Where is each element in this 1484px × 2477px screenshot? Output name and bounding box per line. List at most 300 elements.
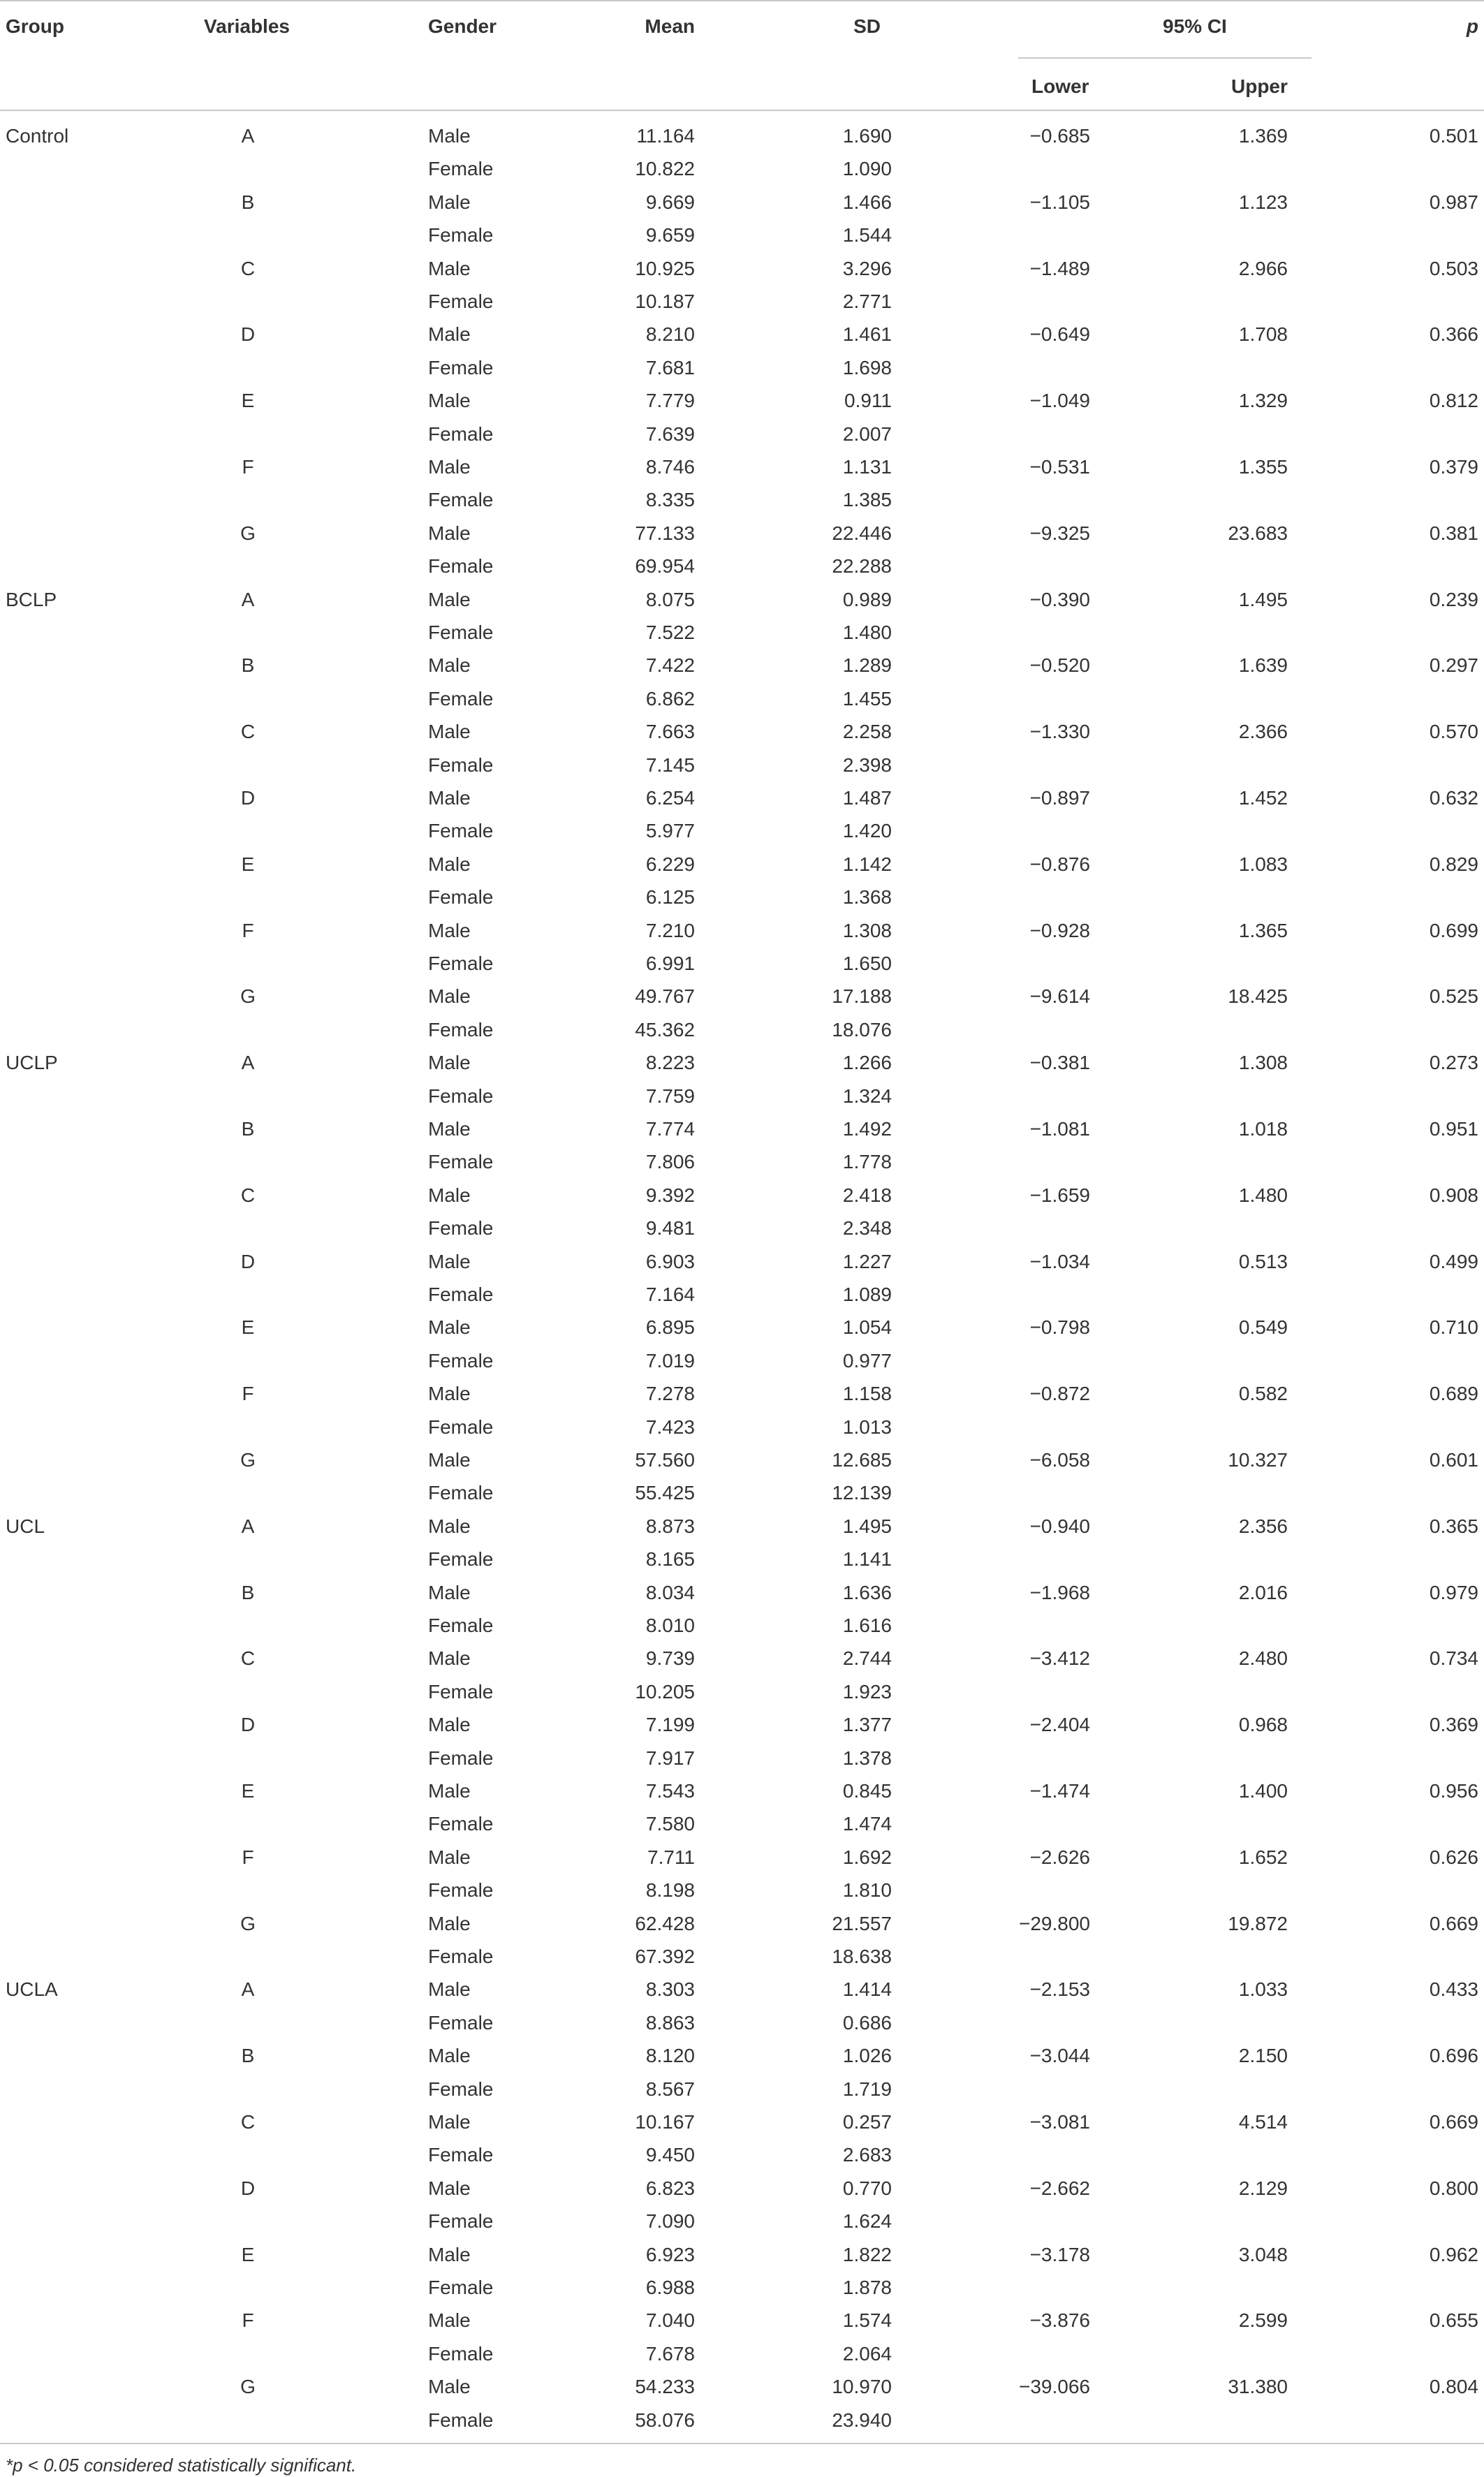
cell-gender: Female xyxy=(428,2078,494,2100)
cell-mean: 6.988 xyxy=(645,2277,695,2298)
table-row xyxy=(0,1742,1484,1774)
table-row xyxy=(0,384,1484,417)
cell-gender: Male xyxy=(428,456,471,478)
table-row xyxy=(0,2006,1484,2039)
cell-sd: 0.257 xyxy=(842,2111,892,2133)
cell-gender: Male xyxy=(428,323,471,346)
cell-gender: Female xyxy=(428,2409,494,2431)
cell-mean: 7.663 xyxy=(645,721,695,743)
table-row xyxy=(0,450,1484,483)
table-row xyxy=(0,2073,1484,2105)
cell-sd: 1.474 xyxy=(842,1813,892,1835)
table-row xyxy=(0,781,1484,814)
cell-ci-lower: −29.800 xyxy=(1019,1912,1090,1934)
cell-mean: 9.669 xyxy=(645,191,695,213)
cell-p: 0.379 xyxy=(1429,456,1478,478)
cell-p: 0.979 xyxy=(1429,1581,1478,1603)
cell-sd: 1.624 xyxy=(842,2210,892,2233)
cell-p: 0.962 xyxy=(1429,2243,1478,2265)
cell-variable-text: C xyxy=(240,2111,256,2133)
cell-p: 0.734 xyxy=(1429,1647,1478,1670)
cell-gender: Male xyxy=(428,522,471,544)
table-row xyxy=(0,616,1484,649)
table-row xyxy=(0,1609,1484,1642)
cell-sd: 0.911 xyxy=(844,390,892,412)
cell-mean: 7.199 xyxy=(645,1714,695,1736)
cell-gender: Female xyxy=(428,1813,494,1835)
table-row xyxy=(0,2238,1484,2271)
cell-gender: Male xyxy=(428,1316,471,1339)
cell-gender: Male xyxy=(428,853,471,875)
cell-variable-text: G xyxy=(240,522,256,544)
cell-ci-lower: −9.325 xyxy=(1029,522,1090,544)
cell-ci-lower: −1.330 xyxy=(1029,721,1090,743)
cell-ci-upper: 19.872 xyxy=(1228,1912,1288,1934)
cell-variable-text: B xyxy=(241,1118,255,1140)
cell-ci-upper: 1.083 xyxy=(1238,853,1288,875)
cell-ci-lower: −0.531 xyxy=(1029,456,1090,478)
cell-mean: 49.767 xyxy=(635,985,695,1008)
cell-variable-text: B xyxy=(241,1581,255,1603)
cell-mean: 9.481 xyxy=(645,1217,695,1240)
cell-group: UCL xyxy=(6,1515,45,1537)
cell-gender: Male xyxy=(428,2243,471,2265)
cell-p: 0.297 xyxy=(1429,654,1478,677)
cell-ci-lower: −9.614 xyxy=(1029,985,1090,1008)
cell-ci-lower: −0.876 xyxy=(1029,853,1090,875)
cell-gender: Female xyxy=(428,291,494,312)
cell-ci-lower: −3.876 xyxy=(1029,2309,1090,2332)
cell-p: 0.499 xyxy=(1429,1250,1478,1272)
cell-mean: 7.806 xyxy=(645,1151,695,1173)
cell-ci-lower: −1.105 xyxy=(1029,191,1090,213)
cell-gender: Male xyxy=(428,1250,471,1272)
cell-sd: 18.076 xyxy=(832,1018,892,1041)
cell-gender: Female xyxy=(428,2210,494,2233)
cell-p: 0.239 xyxy=(1429,588,1478,610)
cell-ci-upper: 1.018 xyxy=(1238,1118,1288,1140)
cell-gender: Female xyxy=(428,1747,494,1769)
cell-ci-upper: 2.129 xyxy=(1238,2177,1288,2199)
cell-ci-upper: 1.365 xyxy=(1238,919,1288,941)
cell-mean: 6.229 xyxy=(645,853,695,875)
cell-gender: Male xyxy=(428,1184,471,1206)
table-row xyxy=(0,1311,1484,1344)
cell-variable-text: C xyxy=(240,721,256,743)
cell-ci-lower: −1.968 xyxy=(1029,1581,1090,1603)
cell-variable-text: A xyxy=(241,1515,255,1537)
cell-mean: 6.923 xyxy=(645,2243,695,2265)
cell-p: 0.699 xyxy=(1429,919,1478,941)
cell-p: 0.812 xyxy=(1429,390,1478,412)
cell-gender: Female xyxy=(428,2342,494,2365)
table-row xyxy=(0,2370,1484,2403)
cell-mean: 8.567 xyxy=(645,2078,695,2100)
cell-gender: Male xyxy=(428,1647,471,1670)
cell-mean: 7.145 xyxy=(645,754,695,776)
cell-ci-upper: 1.652 xyxy=(1238,1846,1288,1868)
cell-group: BCLP xyxy=(6,588,57,610)
cell-gender: Male xyxy=(428,654,471,677)
cell-mean: 10.187 xyxy=(635,291,695,312)
cell-gender: Female xyxy=(428,820,494,842)
cell-p: 0.987 xyxy=(1429,191,1478,213)
cell-gender: Male xyxy=(428,1581,471,1603)
cell-ci-lower: −39.066 xyxy=(1019,2376,1090,2398)
cell-sd: 1.455 xyxy=(842,687,892,710)
cell-p: 0.601 xyxy=(1429,1449,1478,1471)
cell-ci-upper: 1.480 xyxy=(1238,1184,1288,1206)
header-ci: 95% CI xyxy=(1163,15,1227,37)
cell-sd: 23.940 xyxy=(832,2409,892,2431)
table-row xyxy=(0,1112,1484,1145)
table-row xyxy=(0,550,1484,582)
cell-variable-text: G xyxy=(240,1912,256,1934)
table-row xyxy=(0,1245,1484,1278)
table-row xyxy=(0,1443,1484,1476)
cell-gender: Female xyxy=(428,754,494,776)
cell-gender: Male xyxy=(428,1052,471,1074)
cell-sd: 0.989 xyxy=(842,588,892,610)
cell-mean: 7.774 xyxy=(645,1118,695,1140)
cell-sd: 1.822 xyxy=(842,2243,892,2265)
cell-sd: 2.007 xyxy=(842,422,892,445)
cell-gender: Female xyxy=(428,2144,494,2166)
cell-ci-lower: −3.044 xyxy=(1029,2045,1090,2067)
cell-ci-upper: 2.599 xyxy=(1238,2309,1288,2332)
cell-sd: 1.878 xyxy=(842,2277,892,2298)
cell-p: 0.369 xyxy=(1429,1714,1478,1736)
cell-ci-lower: −0.520 xyxy=(1029,654,1090,677)
cell-ci-lower: −0.649 xyxy=(1029,323,1090,346)
cell-gender: Female xyxy=(428,622,494,643)
cell-sd: 21.557 xyxy=(832,1912,892,1934)
cell-gender: Female xyxy=(428,158,494,180)
cell-variable-text: B xyxy=(241,191,255,213)
cell-variable-text: A xyxy=(241,1052,255,1074)
cell-mean: 8.335 xyxy=(645,489,695,511)
cell-sd: 2.683 xyxy=(842,2144,892,2166)
cell-sd: 1.466 xyxy=(842,191,892,213)
cell-p: 0.951 xyxy=(1429,1118,1478,1140)
cell-sd: 12.685 xyxy=(832,1449,892,1471)
cell-sd: 1.495 xyxy=(842,1515,892,1537)
cell-sd: 1.368 xyxy=(842,886,892,909)
cell-sd: 1.131 xyxy=(842,456,892,478)
cell-gender: Female xyxy=(428,687,494,710)
cell-mean: 7.423 xyxy=(645,1416,695,1438)
cell-sd: 1.778 xyxy=(842,1151,892,1173)
cell-mean: 8.210 xyxy=(645,323,695,346)
cell-sd: 2.348 xyxy=(842,1217,892,1240)
table-row xyxy=(0,1510,1484,1543)
cell-mean: 9.392 xyxy=(645,1184,695,1206)
cell-p: 0.501 xyxy=(1429,125,1478,147)
cell-ci-upper: 0.968 xyxy=(1238,1714,1288,1736)
header-ci-upper: Upper xyxy=(1231,75,1288,97)
table-row xyxy=(0,2304,1484,2337)
cell-mean: 10.167 xyxy=(635,2111,695,2133)
cell-ci-upper: 23.683 xyxy=(1228,522,1288,544)
cell-mean: 67.392 xyxy=(635,1946,695,1967)
cell-gender: Male xyxy=(428,1515,471,1537)
cell-gender: Female xyxy=(428,356,494,378)
cell-mean: 6.895 xyxy=(645,1316,695,1339)
cell-ci-lower: −1.659 xyxy=(1029,1184,1090,1206)
cell-sd: 1.227 xyxy=(842,1250,892,1272)
cell-mean: 7.711 xyxy=(647,1846,695,1868)
table-row xyxy=(0,2205,1484,2237)
cell-sd: 1.013 xyxy=(842,1416,892,1438)
cell-ci-upper: 2.366 xyxy=(1238,721,1288,743)
cell-p: 0.632 xyxy=(1429,787,1478,809)
cell-sd: 12.139 xyxy=(832,1482,892,1504)
cell-ci-upper: 10.327 xyxy=(1228,1449,1288,1471)
cell-gender: Male xyxy=(428,125,471,147)
cell-mean: 8.198 xyxy=(645,1879,695,1902)
cell-mean: 6.903 xyxy=(645,1250,695,1272)
cell-p: 0.689 xyxy=(1429,1383,1478,1405)
cell-ci-upper: 0.513 xyxy=(1238,1250,1288,1272)
cell-gender: Male xyxy=(428,1383,471,1405)
cell-ci-upper: 1.708 xyxy=(1238,323,1288,346)
table-row xyxy=(0,1807,1484,1840)
cell-mean: 10.925 xyxy=(635,257,695,279)
cell-variable-text: F xyxy=(242,919,254,941)
table-row xyxy=(0,2105,1484,2138)
cell-ci-lower: −2.662 xyxy=(1029,2177,1090,2199)
table-row xyxy=(0,980,1484,1013)
cell-gender: Male xyxy=(428,1118,471,1140)
table-row xyxy=(0,583,1484,616)
cell-mean: 7.422 xyxy=(645,654,695,677)
cell-sd: 22.288 xyxy=(832,555,892,578)
cell-ci-upper: 1.400 xyxy=(1238,1780,1288,1802)
cell-variable-text: F xyxy=(242,2309,254,2332)
cell-sd: 1.414 xyxy=(842,1978,892,2001)
cell-mean: 6.862 xyxy=(645,687,695,710)
table-row xyxy=(0,1013,1484,1046)
cell-sd: 22.446 xyxy=(832,522,892,544)
table-row xyxy=(0,1576,1484,1609)
cell-mean: 7.090 xyxy=(645,2210,695,2233)
cell-ci-upper: 1.123 xyxy=(1238,191,1288,213)
cell-gender: Female xyxy=(428,2011,494,2034)
cell-sd: 1.616 xyxy=(842,1615,892,1636)
cell-ci-lower: −0.897 xyxy=(1029,787,1090,809)
header-bottom-rule xyxy=(0,110,1484,111)
cell-ci-lower: −0.685 xyxy=(1029,125,1090,147)
cell-ci-upper: 1.033 xyxy=(1238,1978,1288,2001)
cell-gender: Male xyxy=(428,1912,471,1934)
header-variables: Variables xyxy=(204,15,290,37)
table-row xyxy=(0,1377,1484,1410)
cell-variable-text: C xyxy=(240,1647,256,1670)
cell-gender: Female xyxy=(428,422,494,445)
cell-sd: 0.686 xyxy=(842,2011,892,2034)
cell-sd: 1.461 xyxy=(842,323,892,346)
cell-variable-text: B xyxy=(241,654,255,677)
cell-mean: 7.917 xyxy=(645,1747,695,1769)
cell-ci-lower: −1.049 xyxy=(1029,390,1090,412)
cell-p: 0.366 xyxy=(1429,323,1478,346)
cell-sd: 0.977 xyxy=(842,1349,892,1372)
cell-ci-upper: 2.480 xyxy=(1238,1647,1288,1670)
cell-mean: 77.133 xyxy=(635,522,695,544)
cell-sd: 0.770 xyxy=(842,2177,892,2199)
table-row xyxy=(0,2404,1484,2436)
cell-variable-text: G xyxy=(240,985,256,1008)
cell-p: 0.804 xyxy=(1429,2376,1478,2398)
cell-gender: Female xyxy=(428,1151,494,1173)
cell-p: 0.626 xyxy=(1429,1846,1478,1868)
cell-sd: 1.487 xyxy=(842,787,892,809)
cell-ci-lower: −6.058 xyxy=(1029,1449,1090,1471)
cell-ci-upper: 2.150 xyxy=(1238,2045,1288,2067)
cell-sd: 1.090 xyxy=(842,158,892,180)
cell-p: 0.570 xyxy=(1429,721,1478,743)
cell-sd: 1.544 xyxy=(842,224,892,247)
cell-ci-lower: −1.034 xyxy=(1029,1250,1090,1272)
cell-variable-text: E xyxy=(241,1316,255,1339)
cell-ci-lower: −2.404 xyxy=(1029,1714,1090,1736)
cell-gender: Male xyxy=(428,257,471,279)
cell-sd: 1.492 xyxy=(842,1118,892,1140)
cell-mean: 8.746 xyxy=(645,456,695,478)
cell-gender: Female xyxy=(428,2277,494,2298)
cell-mean: 9.659 xyxy=(645,224,695,247)
cell-mean: 9.739 xyxy=(645,1647,695,1670)
header-mean: Mean xyxy=(645,15,695,37)
cell-p: 0.433 xyxy=(1429,1978,1478,2001)
cell-mean: 8.863 xyxy=(645,2011,695,2034)
cell-sd: 1.698 xyxy=(842,356,892,378)
cell-gender: Male xyxy=(428,919,471,941)
cell-sd: 1.385 xyxy=(842,489,892,511)
cell-gender: Female xyxy=(428,953,494,974)
cell-sd: 1.054 xyxy=(842,1316,892,1339)
header-group: Group xyxy=(6,15,64,37)
cell-ci-upper: 4.514 xyxy=(1238,2111,1288,2133)
cell-mean: 5.977 xyxy=(645,820,695,842)
cell-variable-text: D xyxy=(240,1714,256,1736)
cell-ci-lower: −2.153 xyxy=(1029,1978,1090,2001)
cell-mean: 7.779 xyxy=(645,390,695,412)
cell-gender: Male xyxy=(428,1780,471,1802)
cell-gender: Male xyxy=(428,390,471,412)
cell-gender: Male xyxy=(428,787,471,809)
cell-mean: 7.678 xyxy=(645,2342,695,2365)
cell-gender: Female xyxy=(428,1284,494,1305)
cell-variable-text: D xyxy=(240,2177,256,2199)
cell-gender: Female xyxy=(428,1946,494,1967)
table-row xyxy=(0,1411,1484,1443)
cell-ci-lower: −0.928 xyxy=(1029,919,1090,941)
cell-p: 0.273 xyxy=(1429,1052,1478,1074)
cell-gender: Male xyxy=(428,985,471,1008)
cell-mean: 8.034 xyxy=(645,1581,695,1603)
table-row xyxy=(0,2138,1484,2171)
cell-ci-lower: −0.798 xyxy=(1029,1316,1090,1339)
cell-mean: 7.210 xyxy=(645,919,695,941)
header-p: p xyxy=(1466,15,1478,37)
cell-sd: 1.266 xyxy=(842,1052,892,1074)
cell-mean: 6.254 xyxy=(645,787,695,809)
cell-sd: 1.574 xyxy=(842,2309,892,2332)
cell-ci-lower: −1.081 xyxy=(1029,1118,1090,1140)
cell-ci-upper: 1.355 xyxy=(1238,456,1288,478)
cell-variable-text: E xyxy=(241,1780,255,1802)
cell-sd: 1.308 xyxy=(842,919,892,941)
cell-sd: 1.690 xyxy=(842,125,892,147)
table-row xyxy=(0,682,1484,715)
cell-mean: 7.040 xyxy=(645,2309,695,2332)
cell-p: 0.829 xyxy=(1429,853,1478,875)
cell-gender: Male xyxy=(428,1714,471,1736)
table-row xyxy=(0,649,1484,682)
cell-p: 0.669 xyxy=(1429,1912,1478,1934)
table-row xyxy=(0,318,1484,351)
cell-p: 0.908 xyxy=(1429,1184,1478,1206)
cell-gender: Male xyxy=(428,1449,471,1471)
cell-p: 0.696 xyxy=(1429,2045,1478,2067)
table-row xyxy=(0,1145,1484,1178)
cell-p: 0.525 xyxy=(1429,985,1478,1008)
table-row xyxy=(0,1708,1484,1741)
table-row xyxy=(0,2039,1484,2072)
cell-group: UCLA xyxy=(6,1978,58,2001)
cell-variable-text: F xyxy=(242,1846,254,1868)
cell-mean: 7.681 xyxy=(645,356,695,378)
cell-mean: 7.019 xyxy=(645,1349,695,1372)
cell-mean: 57.560 xyxy=(635,1449,695,1471)
cell-p: 0.655 xyxy=(1429,2309,1478,2332)
cell-variable-text: B xyxy=(241,2045,255,2067)
cell-sd: 1.378 xyxy=(842,1747,892,1769)
cell-variable-text: F xyxy=(242,1383,254,1405)
table-row xyxy=(0,1675,1484,1708)
cell-gender: Female xyxy=(428,1018,494,1041)
cell-variable-text: D xyxy=(240,323,256,346)
cell-variable-text: D xyxy=(240,1250,256,1272)
cell-p: 0.381 xyxy=(1429,522,1478,544)
cell-mean: 6.125 xyxy=(645,886,695,909)
cell-mean: 7.522 xyxy=(645,622,695,643)
table-row xyxy=(0,152,1484,185)
table-row xyxy=(0,2337,1484,2370)
cell-sd: 1.289 xyxy=(842,654,892,677)
cell-sd: 1.480 xyxy=(842,622,892,643)
table-row xyxy=(0,517,1484,550)
cell-sd: 1.719 xyxy=(842,2078,892,2100)
cell-sd: 1.810 xyxy=(842,1879,892,1902)
cell-gender: Male xyxy=(428,721,471,743)
cell-mean: 69.954 xyxy=(635,555,695,578)
cell-mean: 54.233 xyxy=(635,2376,695,2398)
cell-mean: 7.278 xyxy=(645,1383,695,1405)
table-row xyxy=(0,715,1484,748)
cell-p: 0.503 xyxy=(1429,257,1478,279)
table-row xyxy=(0,1046,1484,1079)
cell-ci-lower: −3.412 xyxy=(1029,1647,1090,1670)
cell-ci-upper: 31.380 xyxy=(1228,2376,1288,2398)
cell-mean: 62.428 xyxy=(635,1912,695,1934)
cell-mean: 8.075 xyxy=(645,588,695,610)
header-gender: Gender xyxy=(428,15,497,37)
cell-ci-upper: 1.495 xyxy=(1238,588,1288,610)
cell-mean: 7.759 xyxy=(645,1085,695,1107)
table-row xyxy=(0,1344,1484,1377)
